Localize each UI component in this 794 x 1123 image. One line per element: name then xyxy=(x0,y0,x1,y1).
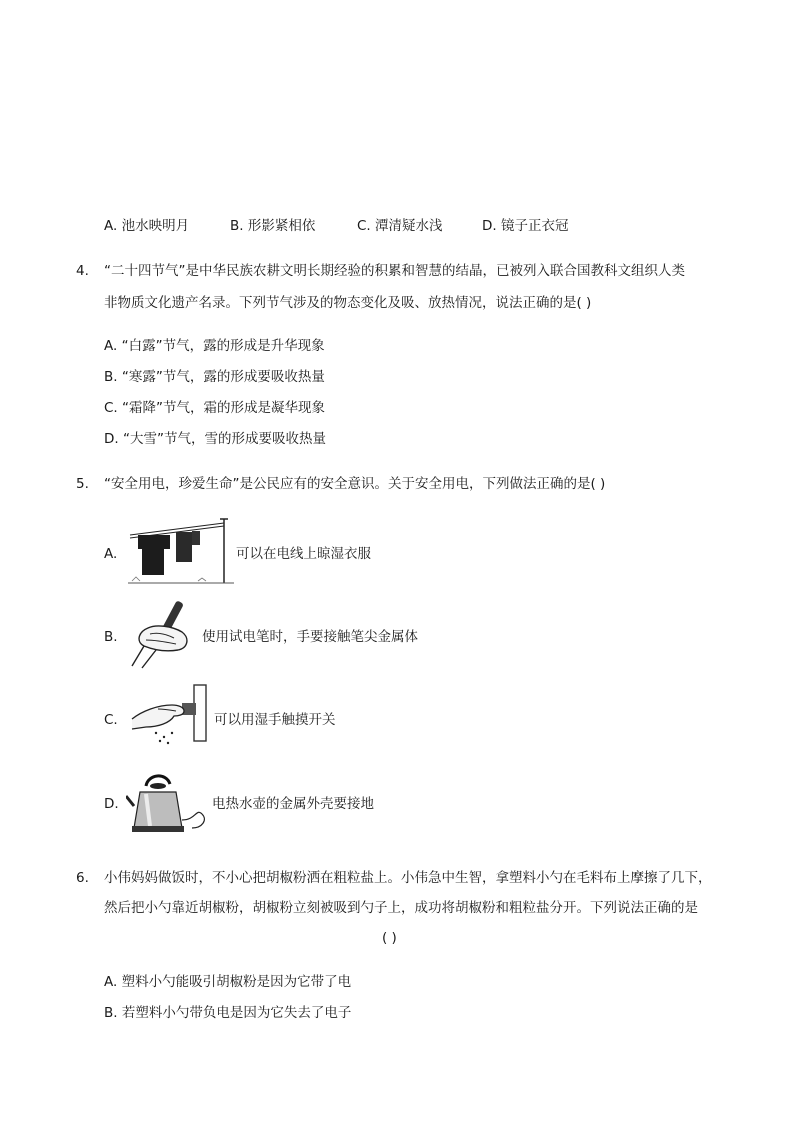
q5-option-a-letter[interactable]: A. xyxy=(104,546,118,562)
electric-kettle-image xyxy=(126,770,210,836)
q5-option-a-text: 可以在电线上晾湿衣服 xyxy=(236,546,371,562)
q6-number: 6. xyxy=(76,870,89,886)
test-pen-hand-image xyxy=(126,598,202,670)
q5-stem-line1: “安全用电，珍爱生命”是公民应有的安全意识。关于安全用电，下列做法正确的是( ) xyxy=(104,476,606,492)
q4-option-b[interactable]: B. “寒露”节气，露的形成要吸收热量 xyxy=(104,369,325,385)
q6-stem-line1: 小伟妈妈做饭时，不小心把胡椒粉洒在粗粒盐上。小伟急中生智，拿塑料小勺在毛料布上摩擦了几下， xyxy=(104,870,712,886)
q4-option-a[interactable]: A. “白露”节气，露的形成是升华现象 xyxy=(104,338,325,354)
q5-option-c-letter[interactable]: C. xyxy=(104,712,118,728)
q4-option-c[interactable]: C. “霜降”节气，霜的形成是凝华现象 xyxy=(104,400,326,416)
q5-number: 5. xyxy=(76,476,89,492)
q4-option-d[interactable]: D. “大雪”节气，雪的形成要吸收热量 xyxy=(104,431,326,447)
q4-number: 4. xyxy=(76,263,89,279)
q5-option-c-text: 可以用湿手触摸开关 xyxy=(214,712,336,728)
q6-option-a[interactable]: A. 塑料小勺能吸引胡椒粉是因为它带了电 xyxy=(104,974,352,990)
q5-option-d-letter[interactable]: D. xyxy=(104,796,119,812)
q3-option-d[interactable]: D. 镜子正衣冠 xyxy=(482,218,569,234)
wet-hand-switch-image xyxy=(128,683,210,745)
q6-stem-line2: 然后把小勺靠近胡椒粉，胡椒粉立刻被吸到勺子上，成功将胡椒粉和粗粒盐分开。下列说法正确的是 xyxy=(104,900,698,916)
q6-option-b[interactable]: B. 若塑料小勺带负电是因为它失去了电子 xyxy=(104,1005,352,1021)
q3-option-b[interactable]: B. 形影紧相依 xyxy=(230,218,316,234)
q5-option-b-text: 使用试电笔时，手要接触笔尖金属体 xyxy=(202,629,418,645)
q3-option-a[interactable]: A. 池水映明月 xyxy=(104,218,190,234)
q3-option-c[interactable]: C. 潭清疑水浅 xyxy=(357,218,443,234)
q4-stem-line1: “二十四节气”是中华民族农耕文明长期经验的积累和智慧的结晶，已被列入联合国教科文组织人类 xyxy=(104,263,685,279)
q5-option-d-text: 电热水壶的金属外壳要接地 xyxy=(212,796,374,812)
q6-answer-blank: ( ) xyxy=(382,930,397,946)
q5-option-b-letter[interactable]: B. xyxy=(104,629,118,645)
q4-stem-line2: 非物质文化遗产名录。下列节气涉及的物态变化及吸、放热情况，说法正确的是( ) xyxy=(104,295,592,311)
clothes-on-wire-image xyxy=(128,517,234,587)
